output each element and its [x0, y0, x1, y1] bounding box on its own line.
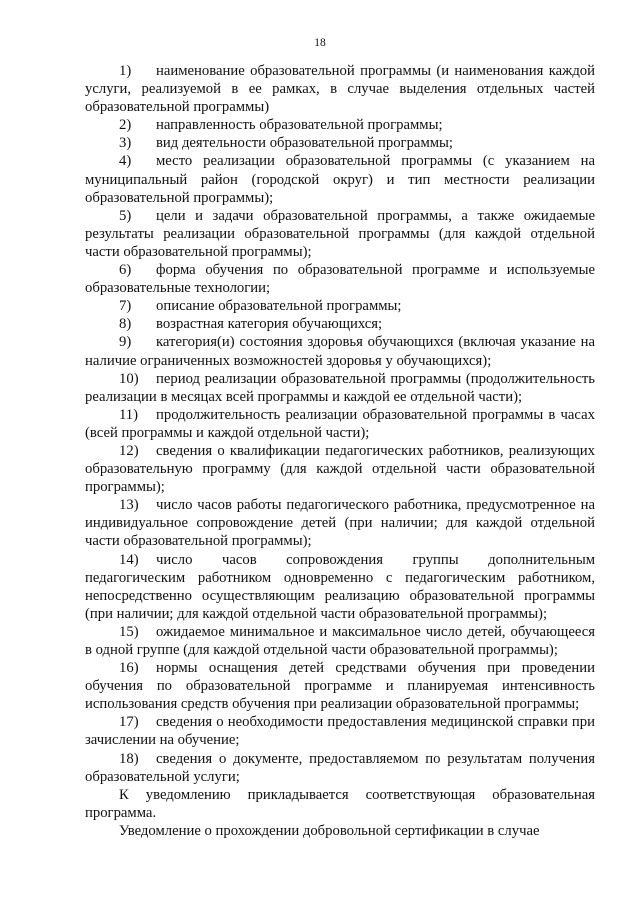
list-item-text: сведения о квалификации педагогических работников, реализующих образовательную программу (для каждой отдельной части образовательной программы); — [85, 442, 595, 496]
list-item-text: возрастная категория обучающихся; — [156, 316, 383, 333]
list-item-number: 15) — [119, 623, 139, 640]
list-item-text: период реализации образовательной программы (продолжительность реализации в месяцах всей программы и каждой ее отдельной части); — [85, 370, 595, 405]
list-item — [85, 659, 595, 713]
list-item — [85, 261, 595, 297]
list-item-number: 5) — [119, 207, 132, 224]
list-item — [85, 370, 595, 406]
list-item-number: 1) — [119, 63, 132, 79]
list-item — [85, 406, 595, 442]
list-item-number: 10) — [119, 370, 139, 387]
list-item-text: продолжительность реализации образовательной программы в часах (всей программы и каждой отдельной части); — [85, 406, 595, 441]
list-item-text: место реализации образовательной программы (с указанием на муниципальный район (городской округ) и тип местности реализации образовательной программы); — [85, 153, 595, 206]
list-item-number: 2) — [119, 117, 132, 134]
list-item — [85, 623, 595, 659]
list-item-number: 17) — [119, 714, 139, 731]
list-item-number: 6) — [119, 262, 132, 279]
document-body — [85, 62, 595, 840]
list-item-number: 8) — [119, 316, 132, 333]
list-item-text: описание образовательной программы; — [156, 298, 402, 315]
list-item — [85, 297, 595, 315]
body-paragraph: Уведомление о прохождении добровольной сертификации в случае — [119, 822, 540, 839]
list-item-text: сведения о документе, предоставляемом по результатам получения образовательной услуги; — [85, 750, 595, 785]
list-item-number: 3) — [119, 135, 132, 152]
list-item-number: 12) — [119, 442, 139, 459]
list-item — [85, 62, 595, 116]
list-item-text: ожидаемое минимальное и максимальное число детей, обучающееся в одной группе (для каждой отдельной части образовательной программы); — [85, 623, 595, 658]
list-item-number: 14) — [119, 551, 139, 568]
list-item-number: 18) — [119, 750, 139, 767]
list-item-number: 11) — [119, 406, 139, 423]
list-item-text: категория(и) состояния здоровья обучающихся (включая указание на наличие ограниченных возможностей здоровья у обучающихся); — [85, 334, 595, 369]
list-item-number: 7) — [119, 298, 132, 315]
list-item-number: 13) — [119, 497, 139, 514]
body-paragraph: К уведомлению прикладывается соответствующая образовательная программа. — [85, 786, 595, 821]
list-item-number: 9) — [119, 334, 132, 351]
list-item — [85, 496, 595, 550]
page-number: 18 — [314, 37, 326, 49]
list-item-text: число часов работы педагогического работника, предусмотренное на индивидуальное сопровождение детей (при наличии; для каждой отдельной части образовательной программы); — [85, 497, 595, 550]
list-item-text: наименование образовательной программы (и наименования каждой услуги, реализуемой в ее рамках, в случае выделения отдельных частей образовательной программы) — [85, 63, 595, 116]
list-item-text: форма обучения по образовательной программе и используемые образовательные технологии; — [85, 262, 595, 297]
list-item — [85, 315, 595, 333]
list-item-text: нормы оснащения детей средствами обучения при проведении обучения по образовательной программе и планируемая интенсивность использования средств обучения при реализации образовательной программы; — [85, 660, 595, 713]
list-item-text: сведения о необходимости предоставления медицинской справки при зачислении на обучение; — [85, 714, 595, 749]
list-item — [85, 713, 595, 749]
list-item — [85, 442, 595, 496]
list-item — [85, 333, 595, 369]
list-item — [85, 750, 595, 786]
list-item-text: цели и задачи образовательной программы, а также ожидаемые результаты реализации образовательной программы (для каждой отдельной части образовательной программы); — [85, 207, 595, 260]
list-item — [85, 134, 595, 152]
list-item — [85, 152, 595, 206]
list-item-number: 16) — [119, 660, 139, 677]
list-item-number: 4) — [119, 153, 132, 170]
list-item — [85, 116, 595, 134]
list-item-text: направленность образовательной программы; — [156, 117, 443, 134]
list-item-text: вид деятельности образовательной программы; — [156, 135, 453, 152]
list-item — [85, 551, 595, 623]
list-item — [85, 207, 595, 261]
list-item-text: число часов сопровождения группы дополнительным педагогическим работником одновременно с педагогическим работником, непосредственно осуществляющим реализацию образовательной программы (при наличии; для каждой отдельной части образовательной программы); — [85, 551, 595, 622]
